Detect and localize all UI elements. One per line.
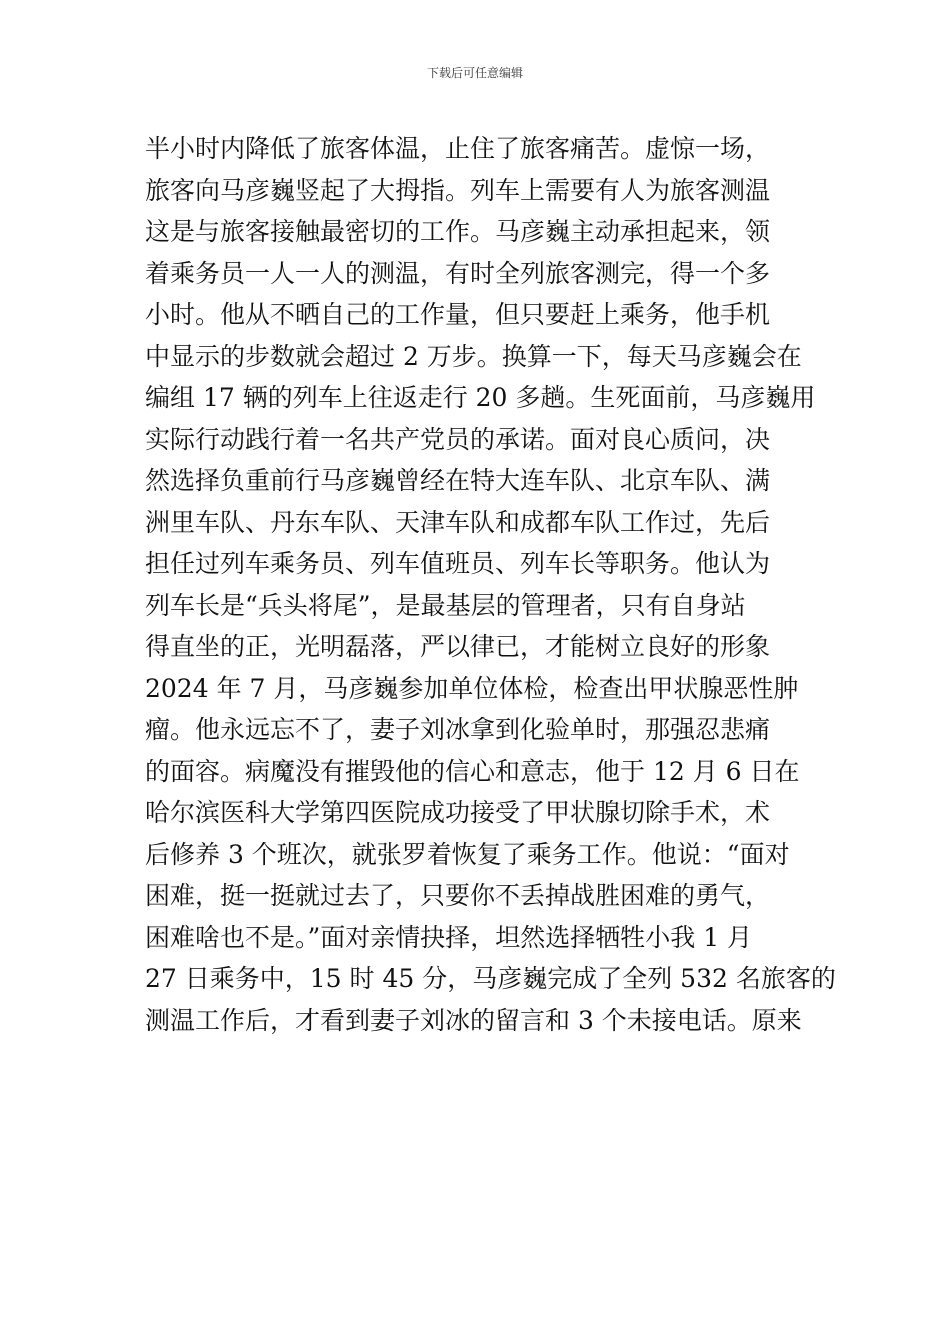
page-header: 下载后可任意编辑 — [426, 66, 523, 80]
text-line: 洲里车队、丹东车队、天津车队和成都车队工作过，先后 — [145, 507, 771, 537]
text-line: 2024 年 7 月，马彦巍参加单位体检，检查出甲状腺恶性肿 — [145, 673, 799, 703]
text-line: 着乘务员一人一人的测温，有时全列旅客测完，得一个多 — [145, 258, 771, 288]
text-line: 担任过列车乘务员、列车值班员、列车长等职务。他认为 — [145, 549, 771, 578]
text-line: 困难，挺一挺就过去了，只要你不丢掉战胜困难的勇气， — [145, 881, 771, 910]
text-line: 列车长是“兵头将尾”，是最基层的管理者，只有自身站 — [145, 590, 746, 620]
text-line: 中显示的步数就会超过 2 万步。换算一下，每天马彦巍会在 — [145, 341, 802, 371]
text-line: 后修养 3 个班次，就张罗着恢复了乘务工作。他说：“面对 — [145, 839, 790, 869]
text-line: 旅客向马彦巍竖起了大拇指。列车上需要有人为旅客测温 — [145, 175, 771, 205]
text-line: 然选择负重前行马彦巍曾经在特大连车队、北京车队、满 — [145, 466, 771, 495]
text-line: 的面容。病魔没有摧毁他的信心和意志，他于 12 月 6 日在 — [145, 756, 800, 786]
text-line: 小时。他从不晒自己的工作量，但只要赶上乘务，他手机 — [145, 300, 771, 329]
document-body — [145, 128, 836, 1041]
text-line: 测温工作后，才看到妻子刘冰的留言和 3 个未接电话。原来 — [145, 1005, 802, 1035]
text-line: 半小时内降低了旅客体温，止住了旅客痛苦。虚惊一场， — [145, 134, 771, 163]
text-line: 27 日乘务中，15 时 45 分，马彦巍完成了全列 532 名旅客的 — [145, 964, 836, 993]
text-line: 困难啥也不是。”面对亲情抉择，坦然选择牺牲小我 1 月 — [145, 922, 753, 952]
text-line: 实际行动践行着一名共产党员的承诺。面对良心质问，决 — [145, 424, 771, 454]
text-line: 得直坐的正，光明磊落，严以律已，才能树立良好的形象 — [145, 632, 771, 661]
text-line: 哈尔滨医科大学第四医院成功接受了甲状腺切除手术，术 — [145, 798, 771, 827]
text-line: 编组 17 辆的列车上往返走行 20 多趟。生死面前，马彦巍用 — [145, 383, 816, 412]
text-line: 这是与旅客接触最密切的工作。马彦巍主动承担起来，领 — [145, 217, 771, 246]
text-line: 瘤。他永远忘不了，妻子刘冰拿到化验单时，那强忍悲痛 — [145, 715, 771, 744]
